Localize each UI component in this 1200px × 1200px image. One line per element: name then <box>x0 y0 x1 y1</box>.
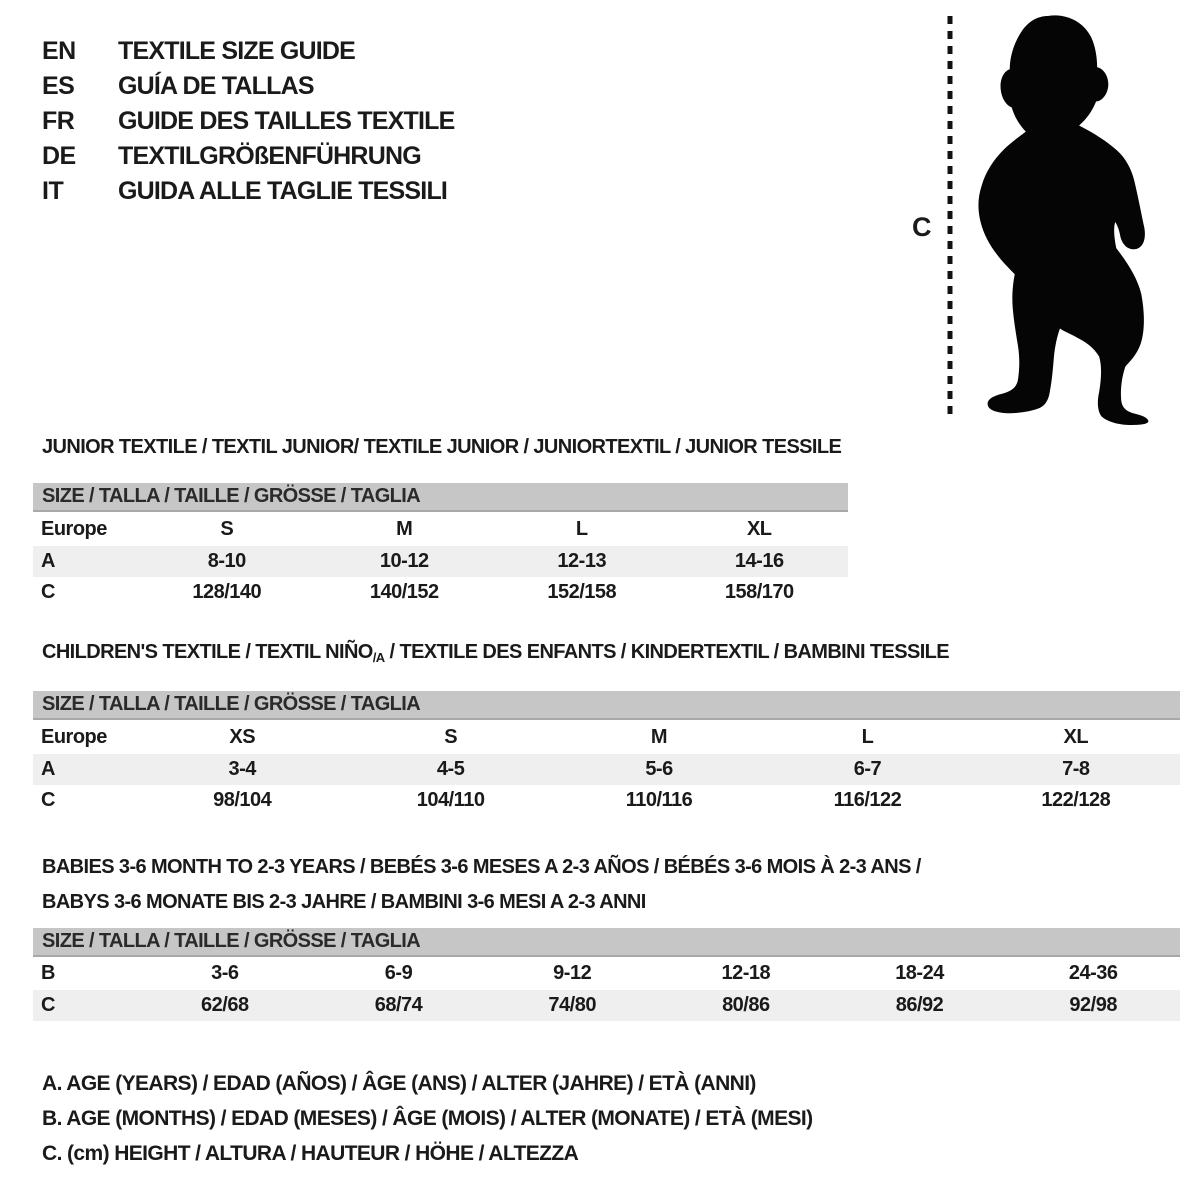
row-label: C <box>41 994 55 1016</box>
size-cell: 6-7 <box>853 758 882 780</box>
size-cell: 74/80 <box>548 994 596 1016</box>
size-header-bar: SIZE / TALLA / TAILLE / GRÖSSE / TAGLIA <box>33 483 848 512</box>
language-header <box>42 34 455 209</box>
size-cell: 8-10 <box>207 550 246 572</box>
size-cell: 24-36 <box>1068 962 1118 984</box>
size-cell: 122/128 <box>1041 789 1111 811</box>
size-cell: 128/140 <box>192 581 262 603</box>
legend-line-b: B. AGE (MONTHS) / EDAD (MESES) / ÂGE (MOIS) / ALTER (MONATE) / ETÀ (MESI) <box>42 1107 813 1130</box>
children-title-sub: /A <box>372 650 385 665</box>
size-cell: 12-18 <box>721 962 771 984</box>
size-cell: 18-24 <box>895 962 944 984</box>
size-cell: L <box>575 517 588 540</box>
children-title-suffix: / TEXTILE DES ENFANTS / KINDERTEXTIL / BAMBINI TESSILE <box>384 641 950 663</box>
size-cell: 98/104 <box>213 789 272 811</box>
table-row <box>33 785 1180 816</box>
size-cell: 158/170 <box>724 581 794 603</box>
size-cell: 86/92 <box>895 994 944 1016</box>
size-cell: 12-13 <box>557 550 607 572</box>
row-label: A <box>41 758 55 780</box>
size-cell: 62/68 <box>201 994 249 1016</box>
size-cell: 104/110 <box>416 789 485 811</box>
table-row <box>33 754 1180 785</box>
size-cell: 152/158 <box>547 581 617 603</box>
babies-size-table <box>33 928 1180 1021</box>
measure-legend <box>42 1066 813 1171</box>
lang-row-it <box>42 174 455 209</box>
lang-code: ES <box>42 72 75 100</box>
size-cell: S <box>444 725 458 748</box>
table-row <box>33 577 848 608</box>
size-header-bar: SIZE / TALLA / TAILLE / GRÖSSE / TAGLIA <box>33 928 1180 957</box>
children-size-table <box>33 691 1180 816</box>
size-cell: 6-9 <box>384 962 413 984</box>
size-cell: 5-6 <box>645 758 673 780</box>
lang-code: EN <box>42 37 76 65</box>
guide-title-en: TEXTILE SIZE GUIDE <box>118 37 356 65</box>
size-cell: L <box>861 725 874 748</box>
size-cell: 140/152 <box>369 581 439 603</box>
lang-code: DE <box>42 142 76 170</box>
babies-title-line2: BABYS 3-6 MONATE BIS 2-3 JAHRE / BAMBINI 3-6 MESI A 2-3 ANNI <box>42 891 646 913</box>
row-label: C <box>41 789 55 811</box>
guide-title-fr: GUIDE DES TAILLES TEXTILE <box>118 107 455 135</box>
row-label: C <box>41 581 55 603</box>
legend-line-c: C. (cm) HEIGHT / ALTURA / HAUTEUR / HÖHE / ALTEZZA <box>42 1142 579 1165</box>
size-cell: 92/98 <box>1069 994 1117 1016</box>
row-label: B <box>41 962 55 984</box>
table-row <box>33 990 1180 1021</box>
lang-row-es <box>42 69 455 104</box>
lang-row-en <box>42 34 455 69</box>
row-label: A <box>41 550 55 572</box>
table-row <box>33 546 848 577</box>
size-header-bar: SIZE / TALLA / TAILLE / GRÖSSE / TAGLIA <box>33 691 1180 720</box>
size-cell: 80/86 <box>722 994 770 1016</box>
size-cell: 14-16 <box>734 550 784 572</box>
lang-row-fr <box>42 104 455 139</box>
size-cell: XS <box>229 725 256 748</box>
guide-title-es: GUÍA DE TALLAS <box>118 72 314 100</box>
table-row <box>33 720 1180 754</box>
size-cell: 7-8 <box>1062 758 1090 780</box>
lang-row-de <box>42 139 455 174</box>
row-label: Europe <box>41 725 107 748</box>
children-section-title <box>42 641 949 664</box>
guide-title-it: GUIDA ALLE TAGLIE TESSILI <box>118 177 448 205</box>
toddler-silhouette-icon <box>966 13 1164 425</box>
table-row <box>33 957 1180 990</box>
size-cell: 110/116 <box>625 789 693 811</box>
size-cell: M <box>396 517 413 540</box>
children-title-prefix: CHILDREN'S TEXTILE / TEXTIL NIÑO <box>42 641 373 663</box>
size-cell: XL <box>1063 725 1089 748</box>
babies-section-title <box>42 850 921 920</box>
babies-title-line1: BABIES 3-6 MONTH TO 2-3 YEARS / BEBÉS 3-6 MESES A 2-3 AÑOS / BÉBÉS 3-6 MOIS À 2-3 ANS / <box>42 856 921 878</box>
size-cell: 68/74 <box>374 994 423 1016</box>
size-cell: 116/122 <box>833 789 902 811</box>
lang-code: IT <box>42 177 64 205</box>
size-cell: 3-6 <box>211 962 239 984</box>
table-row <box>33 512 848 546</box>
size-cell: XL <box>746 517 772 540</box>
junior-section-title: JUNIOR TEXTILE / TEXTIL JUNIOR/ TEXTILE JUNIOR / JUNIORTEXTIL / JUNIOR TESSILE <box>42 436 842 458</box>
lang-code: FR <box>42 107 75 135</box>
size-cell: 9-12 <box>553 962 592 984</box>
height-measure-label: C <box>912 212 932 242</box>
size-cell: 4-5 <box>436 758 465 780</box>
size-cell: M <box>650 725 668 748</box>
legend-line-a: A. AGE (YEARS) / EDAD (AÑOS) / ÂGE (ANS) / ALTER (JAHRE) / ETÀ (ANNI) <box>42 1072 756 1095</box>
guide-title-de: TEXTILGRÖßENFÜHRUNG <box>118 142 421 170</box>
junior-size-table <box>33 483 848 608</box>
size-cell: 3-4 <box>228 758 256 780</box>
dotted-measure-line-icon <box>946 16 954 418</box>
row-label: Europe <box>41 517 107 540</box>
size-cell: S <box>220 517 234 540</box>
size-cell: 10-12 <box>379 550 429 572</box>
